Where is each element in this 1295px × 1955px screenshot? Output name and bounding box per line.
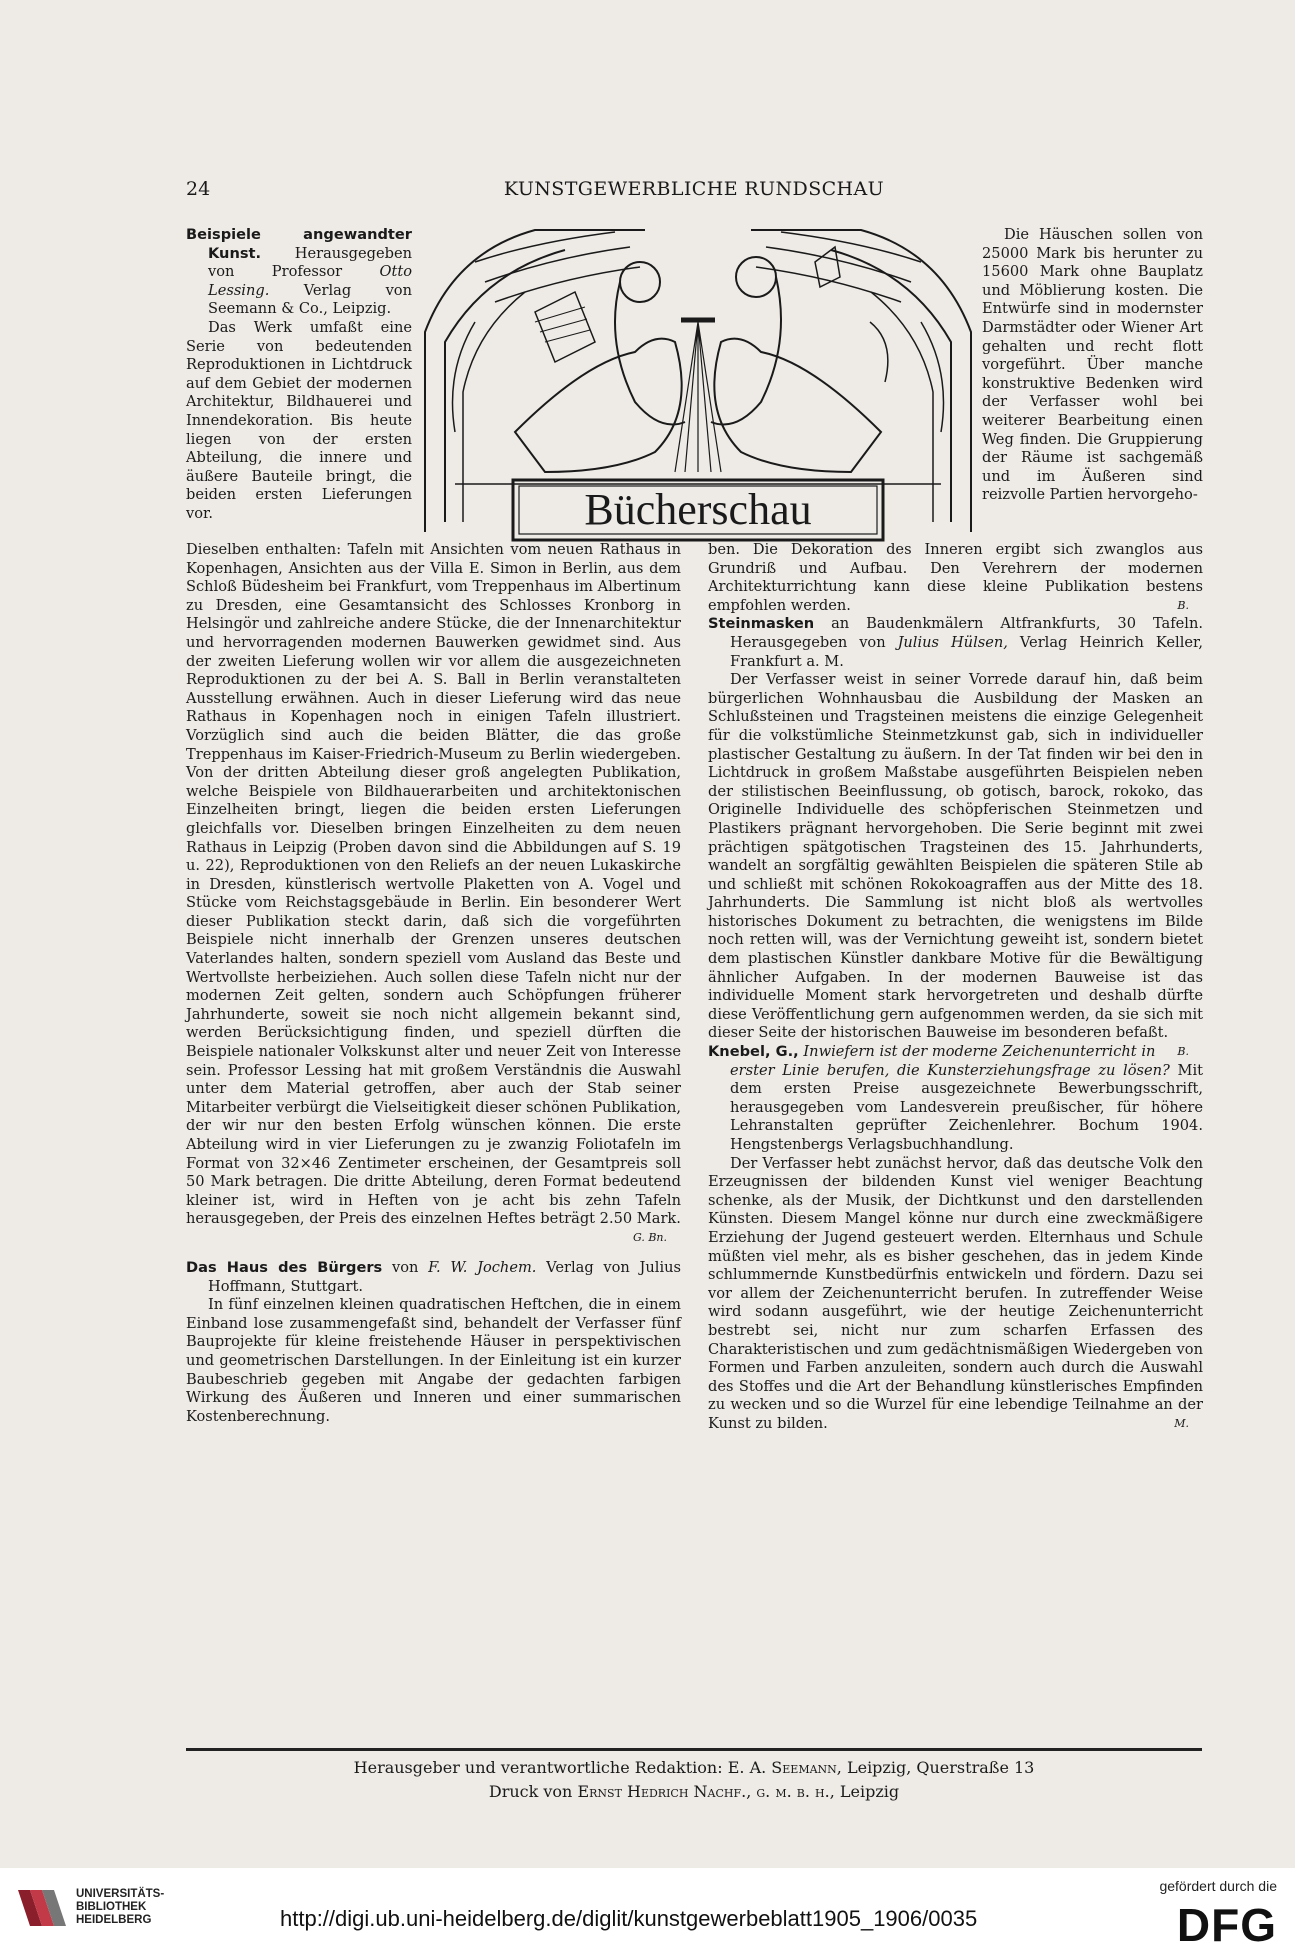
paragraph: ben. Die Dekoration des Inneren ergibt sich zwanglos aus Grundriß und Aufbau. Den Verehrern der modernen Architekturrichtung kann diese kleine Publikation bestens empfohlen werden. B. [708, 541, 1203, 614]
paragraph: Der Verfasser weist in seiner Vorrede darauf hin, daß beim bürgerlichen Wohnhausbau die Ausbildung der Masken an Schlußsteinen und Tragsteinen meistens die einzige Gelegenheit für die volkstümliche Steinmetzkunst gab, sich in individueller plastischer Gestaltung zu äußern. In der Tat finden wir bei den in Lichtdruck in großem Maßstabe ausgeführten Beispielen neben der stilistischen Beeinflussung, ob gotisch, barock, rokoko, das Originelle Individuelle des schöpferischen Steinmetzen und Plastikers prägnant hervorgehoben. Die Serie beginnt mit zwei prächtigen spätgotischen Tragsteinen des 15. Jahrhunderts, wandelt an sorgfältig gewählten Beispielen die späteren Stile ab und schließt mit schönen Rokokoagraffen aus der Mitte des 18. Jahrhunderts. Die Sammlung ist nicht bloß als wertvolles historisches Dokument zu betrachten, die wenigstens im Bilde noch retten will, was der Vernichtung geweiht ist, sondern bietet dem plastischen Künstler dankbare Motive für die Bewältigung ähnlicher Aufgaben. In der modernen Bauweise ist das individuelle Moment stark hervorgetreten und deshalb dürfte diese Veröffentlichung gern aufgenommen werden, da sie sich mit dieser Seite der historischen Bauweise im besonderen befaßt. B. [708, 671, 1203, 1043]
review-author: Otto Lessing. [208, 263, 412, 299]
running-title: KUNSTGEWERBLICHE RUNDSCHAU [503, 178, 885, 200]
review-author: Julius Hülsen, [897, 633, 1008, 651]
review-title: Knebel, G., [708, 1043, 799, 1061]
imprint [186, 1756, 1202, 1804]
footer-rule [186, 1748, 1202, 1751]
review-entry-heading: Steinmasken an Baudenkmälern Altfrankfurts, 30 Tafeln. Herausgegeben von Julius Hülsen, Verlag Heinrich Keller, Frankfurt a. M. [708, 615, 1204, 670]
review-title: Steinmasken [708, 615, 815, 633]
university-library-logo[interactable] [14, 1886, 204, 1946]
review-title: Das Haus des Bürgers [186, 1258, 383, 1276]
paragraph: Dieselben enthalten: Tafeln mit Ansichten vom neuen Rathaus in Kopenhagen, Ansichten aus der Villa E. Simon in Berlin, aus dem Schloß Büdesheim bei Frankfurt, vom Treppenhaus im Albertinum zu Dresden, eine Gesamtansicht des Schlosses Kronborg in Helsingör und zahlreiche andere Stücke, die der Innenarchitektur und hervorragenden modernen Bauwerken gewidmet sind. Aus der zweiten Lieferung wollen wir vor allem die ausgezeichneten Reproduktionen zu der bei A. S. Ball in Berlin veranstalteten Ausstellung erwähnen. Auch in dieser Lieferung wird das neue Rathaus in Kopenhagen noch in einigen Tafeln illustriert. Vorzüglich sind auch die beiden Blätter, die das große Treppenhaus im Kaiser-Friedrich-Museum zu Berlin wiedergeben. Von der dritten Abteilung dieser groß angelegten Publikation, welche Beispiele von Bildhauerarbeiten und architektonischen Einzelheiten bringt, liegen die beiden ersten Lieferungen gleichfalls vor. Dieselben bringen Einzelheiten zu dem neuen Rathaus in Leipzig (Proben davon sind die Abbildungen auf S. 19 u. 22), Reproduktionen von den Reliefs an der neuen Lukaskirche in Dresden, künstlerisch wertvolle Plaketten von A. Vogel und Stücke vom Reichstagsgebäude in Berlin. Ein besonderer Wert dieser Publikation steckt darin, daß sich die vorgeführten Beispiele nicht innerhalb der Grenzen unseres deutschen Vaterlandes halten, sondern speziell vom Ausland das Beste und Wertvollste herbeiziehen. Auch sollen diese Tafeln nicht nur der modernen Zeit gelten, sondern auch Schöpfungen früherer Jahrhunderte, soweit sie noch nicht allgemein bekannt sind, werden Berücksichtigung finden, und speziell dürften die Beispiele nationaler Volkskunst alter und neuer Zeit von Interesse sein. Professor Lessing hat mit großem Verständnis die Auswahl unter dem Material getroffen, aber auch der Stab seiner Mitarbeiter verbürgt die Vielseitigkeit dieser schönen Publikation, der wir nur den besten Erfolg wünschen können. Die erste Abteilung wird in vier Lieferungen zu je zwanzig Foliotafeln im Format von 32×46 Zentimeter erscheinen, der Gesamtpreis soll 50 Mark betragen. Die dritte Abteilung, deren Format bedeutend kleiner ist, wird in Heften von je acht bis zehn Tafeln herausgegeben, der Preis des einzelnen Heftes beträgt 2.50 Mark. [186, 541, 681, 1228]
funding-caption: gefördert durch die [1159, 1878, 1277, 1894]
imprint-line: Druck von Ernst Hedrich Nachf., g. m. b. h., Leipzig [488, 1782, 900, 1801]
right-column-top [982, 226, 1203, 505]
signature: B. [1177, 1045, 1189, 1059]
buecherschau-vignette [415, 222, 981, 544]
left-column [186, 541, 681, 1426]
vignette-title: Bücherschau [584, 485, 812, 534]
review-title: Beispiele angewandter Kunst. [186, 226, 412, 262]
review-question: Inwiefern ist der moderne Zeichenunterricht in erster Linie berufen, die Kunsterziehungsfrage zu lösen? [730, 1043, 1170, 1079]
signature: M. [1174, 1416, 1189, 1430]
page-number: 24 [186, 178, 211, 200]
library-bar [0, 1868, 1295, 1955]
paragraph: Die Häuschen sollen von 25000 Mark bis herunter zu 15600 Mark ohne Bauplatz und Möblierung kosten. Die Entwürfe sind in modernster Darmstädter oder Wiener Art gehalten und recht flott vorgeführt. Über manche konstruktive Bedenken wird der Verfasser wohl bei weiterer Bearbeitung einen Weg finden. Die Gruppierung der Räume ist sachgemäß und im Äußeren sind reizvolle Partien hervorgeho- [982, 226, 1203, 504]
imprint-line: Herausgeber und verantwortliche Redaktion: E. A. Seemann, Leipzig, Querstraße 13 [353, 1758, 1035, 1777]
right-column [708, 541, 1203, 1434]
review-entry-heading: Beispiele angewandter Kunst. Herausgegeben von Professor Otto Lessing. Verlag von Seemann & Co., Leipzig. [186, 226, 412, 318]
paragraph: In fünf einzelnen kleinen quadratischen Heftchen, die in einem Einband lose zusammengefaßt sind, behandelt der Verfasser fünf Bauprojekte für kleine freistehende Häuser in perspektivischen und geometrischen Darstellungen. In der Einleitung ist ein kurzer Baubeschrieb gegeben mit Angabe der gedachten farbigen Wirkung des Äußeren und Inneren und einer summarischen Kostenberechnung. [186, 1296, 681, 1425]
signature-line [186, 1229, 681, 1249]
paragraph: Das Werk umfaßt eine Serie von bedeutenden Reproduktionen in Lichtdruck auf dem Gebiet der modernen Architektur, Bildhauerei und Innendekoration. Bis heute liegen von der ersten Abteilung, die innere und äußere Bauteile bringt, die beiden ersten Lieferungen vor. [186, 318, 412, 522]
running-header [186, 178, 1202, 204]
review-author: F. W. Jochem. [428, 1258, 537, 1276]
review-entry-heading: Das Haus des Bürgers von F. W. Jochem. Verlag von Julius Hoffmann, Stuttgart. [186, 1258, 682, 1295]
signature: B. [1177, 598, 1189, 612]
paragraph: Der Verfasser hebt zunächst hervor, daß das deutsche Volk den Erzeugnissen der bildenden Kunst viel weniger Beachtung schenke, als der Musik, der Dichtkunst und den darstellenden Künsten. Diesem Mangel könne nur durch eine zweckmäßigere Erziehung der Jugend gesteuert werden. Elternhaus und Schule müßten viel mehr, als es bisher geschehen, das in jedem Kinde schlummernde Kunstbedürfnis entwickeln und fördern. Dazu sei vor allem der Zeichenunterricht berufen. In zutreffender Weise wird sodann ausgeführt, wie der heutige Zeichenunterricht bestrebt sei, nicht nur zum scharfen Erfassen des Charakteristischen und zum gedächtnismäßigen Wiedergeben von Formen und Farben anzuleiten, sondern auch durch die Auswahl des Stoffes und die Art der Behandlung künstlerisches Empfinden zu wecken und so die Wurzel für eine lebendige Teilnahme an der Kunst zu bilden. M. [708, 1154, 1203, 1432]
source-url-link[interactable]: http://digi.ub.uni-heidelberg.de/diglit/kunstgewerbeblatt1905_1906/0035 [280, 1906, 978, 1931]
signature: G. Bn. [632, 1230, 667, 1244]
left-column-top [186, 226, 412, 524]
dfg-logo[interactable]: DFG [1176, 1899, 1277, 1951]
library-emblem-icon [14, 1886, 70, 1942]
review-entry-heading: Knebel, G., Inwiefern ist der moderne Zeichenunterricht in erster Linie berufen, die Kunsterziehungsfrage zu lösen? Mit dem ersten Preise ausgezeichnete Bewerbungsschrift, herausgegeben vom Landesverein preußischer, für höhere Lehranstalten geprüfter Zeichenlehrer. Bochum 1904. Hengstenbergs Verlagsbuchhandlung. [708, 1043, 1203, 1153]
library-name: UNIVERSITÄTS- BIBLIOTHEK HEIDELBERG [76, 1888, 165, 1926]
